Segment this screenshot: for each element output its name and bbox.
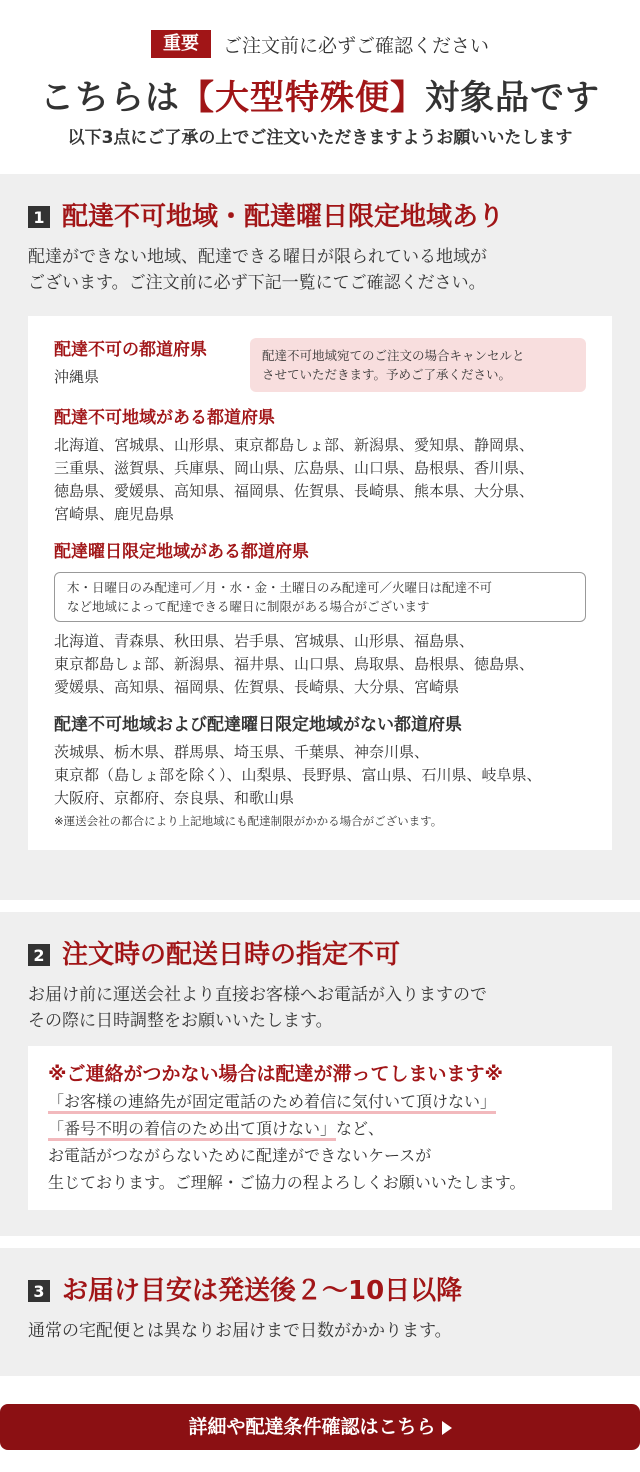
prefecture-line: 北海道、青森県、秋田県、岩手県、宮城県、山形県、福島県、 xyxy=(54,632,475,650)
page-title xyxy=(0,76,640,120)
section-heading xyxy=(28,200,612,234)
no-restriction-block xyxy=(54,713,586,830)
no-restriction-heading: 配達不可地域および配達曜日限定地域がない都道府県 xyxy=(54,715,462,735)
notice-header xyxy=(0,0,640,174)
quote-line xyxy=(48,1088,592,1115)
section-number: 1 xyxy=(28,206,50,228)
section-number: 3 xyxy=(28,1280,50,1302)
partial-prefectures xyxy=(54,434,586,526)
no-delivery-prefectures: 沖縄県 xyxy=(54,368,100,386)
section-description xyxy=(28,244,612,296)
important-row xyxy=(0,30,640,58)
quote-suffix: など、 xyxy=(336,1119,385,1138)
limited-block xyxy=(54,540,586,699)
prefecture-line: 三重県、滋賀県、兵庫県、岡山県、広島県、山口県、島根県、香川県、 xyxy=(54,459,535,477)
quote-line xyxy=(48,1115,592,1142)
prefecture-line: 東京都（島しょ部を除く）、山梨県、長野県、富山県、石川県、岐阜県、 xyxy=(54,766,542,784)
body-line: 生じております。ご理解・ご協力の程よろしくお願いいたします。 xyxy=(48,1173,526,1192)
section-heading xyxy=(28,938,612,972)
no-delivery-row xyxy=(54,338,586,392)
note-line: など地域によって配達できる曜日に制限がある場合がございます xyxy=(67,599,430,614)
note-line: 木・日曜日のみ配達可／月・水・金・土曜日のみ配達可／火曜日は配達不可 xyxy=(67,580,493,595)
quote-unknown-number: 「番号不明の着信のため出て頂けない」 xyxy=(48,1119,336,1141)
description-line: ございます。ご注文前に必ず下記一覧にてご確認ください。 xyxy=(28,273,486,293)
description-line: お届け前に運送会社より直接お客様へお電話が入りますので xyxy=(28,985,487,1005)
section-title: 注文時の配送日時の指定不可 xyxy=(62,940,401,970)
note-line: 配達不可地域宛てのご注文の場合キャンセルと xyxy=(262,348,525,363)
prefecture-line: 茨城県、栃木県、群馬県、埼玉県、千葉県、神奈川県、 xyxy=(54,743,430,761)
weekday-note xyxy=(54,572,586,622)
partial-block xyxy=(54,406,586,526)
area-list-card xyxy=(28,316,612,850)
important-notice: ご注文前に必ずご確認ください xyxy=(222,34,489,57)
prefecture-line: 徳島県、愛媛県、高知県、福岡県、佐賀県、長崎県、熊本県、大分県、 xyxy=(54,482,535,500)
title-prefix: こちらは xyxy=(40,78,180,118)
section-title: 配達不可地域・配達曜日限定地域あり xyxy=(62,202,505,232)
limited-prefectures xyxy=(54,630,586,699)
contact-warning: ※ご連絡がつかない場合は配達が滞ってしまいます※ xyxy=(48,1063,503,1085)
section-delivery-estimate xyxy=(0,1248,640,1376)
prefecture-line: 北海道、宮城県、山形県、東京都島しょ部、新潟県、愛知県、静岡県、 xyxy=(54,436,535,454)
prefecture-line: 宮崎県、鹿児島県 xyxy=(54,505,175,523)
section-title: お届け目安は発送後２～10日以降 xyxy=(62,1276,463,1306)
section-description xyxy=(28,982,612,1034)
section-description: 通常の宅配便とは異なりお届けまで日数がかかります。 xyxy=(28,1321,452,1341)
details-button[interactable] xyxy=(0,1404,640,1450)
section-no-date-designation xyxy=(0,912,640,1236)
no-delivery-heading: 配達不可の都道府県 xyxy=(54,340,207,360)
prefecture-line: 大阪府、京都府、奈良県、和歌山県 xyxy=(54,789,295,807)
no-restriction-prefectures xyxy=(54,741,586,810)
limited-heading: 配達曜日限定地域がある都道府県 xyxy=(54,542,309,562)
partial-heading: 配達不可地域がある都道府県 xyxy=(54,408,275,428)
section-delivery-areas xyxy=(0,174,640,900)
prefecture-line: 東京都島しょ部、新潟県、福井県、山口県、鳥取県、島根県、徳島県、 xyxy=(54,655,535,673)
details-button-label: 詳細や配達条件確認はこちら xyxy=(188,1416,436,1438)
important-badge: 重要 xyxy=(151,30,211,58)
contact-warning-card xyxy=(28,1046,612,1210)
description-line: その際に日時調整をお願いいたします。 xyxy=(28,1011,333,1031)
note-line: させていただきます。予めご了承ください。 xyxy=(262,367,512,382)
quote-landline: 「お客様の連絡先が固定電話のため着信に気付いて頂けない」 xyxy=(48,1092,496,1114)
title-highlight: 【大型特殊便】 xyxy=(180,78,425,118)
cancel-note xyxy=(250,338,586,392)
carrier-footnote: ※運送会社の都合により上記地域にも配達制限がかかる場合がございます。 xyxy=(54,814,443,828)
description-line: 配達ができない地域、配達できる曜日が限られている地域が xyxy=(28,247,487,267)
section-number: 2 xyxy=(28,944,50,966)
prefecture-line: 愛媛県、高知県、福岡県、佐賀県、長崎県、大分県、宮崎県 xyxy=(54,678,460,696)
title-suffix: 対象品です xyxy=(425,78,600,118)
no-delivery-block xyxy=(54,338,207,389)
page-subtitle: 以下3点にご了承の上でご注文いただきますようお願いいたします xyxy=(67,128,573,148)
section-heading xyxy=(28,1274,612,1308)
body-line: お電話がつながらないために配達ができないケースが xyxy=(48,1146,432,1165)
play-arrow-icon xyxy=(442,1421,452,1435)
